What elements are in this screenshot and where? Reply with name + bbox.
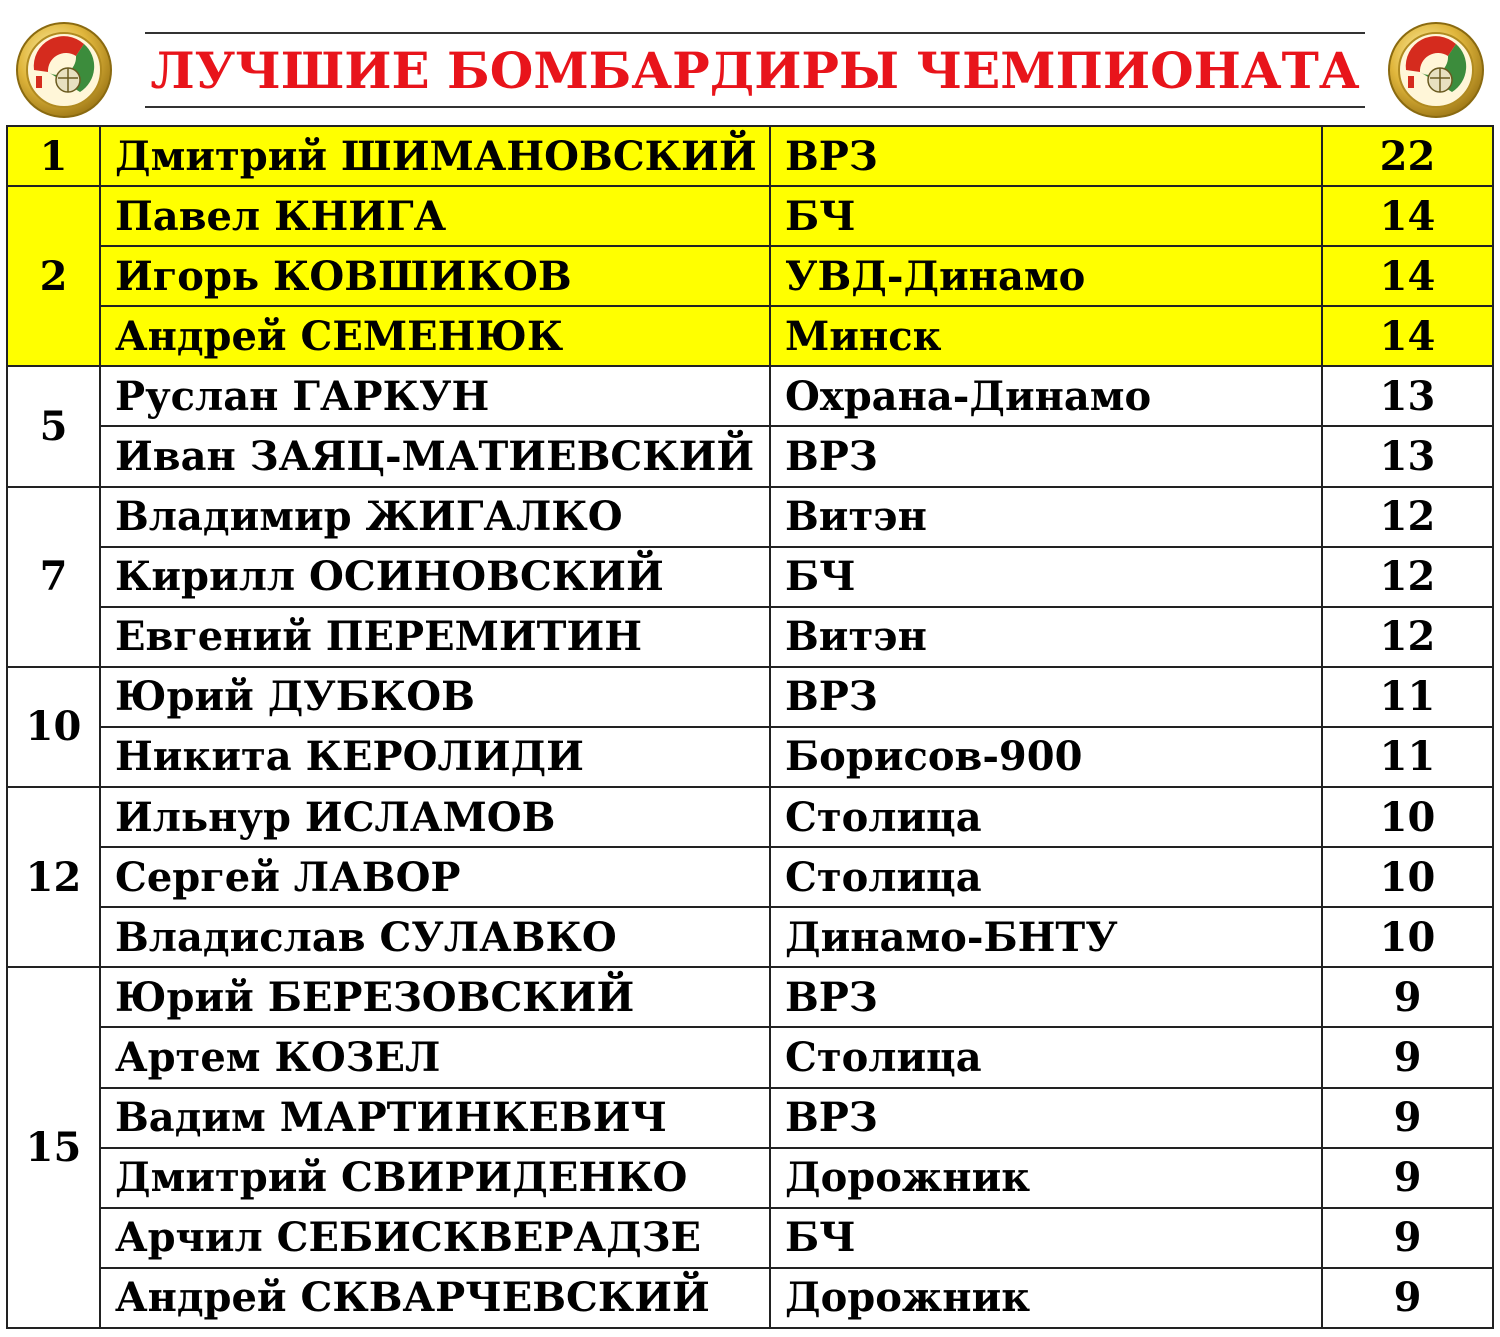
player-name-cell: Юрий БЕРЕЗОВСКИЙ	[100, 967, 770, 1027]
goals-cell: 13	[1322, 426, 1493, 486]
goals-cell: 9	[1322, 1268, 1493, 1328]
player-name-cell: Сергей ЛАВОР	[100, 847, 770, 907]
team-cell: Витэн	[770, 607, 1322, 667]
team-cell: Дорожник	[770, 1268, 1322, 1328]
player-name-cell: Никита КЕРОЛИДИ	[100, 727, 770, 787]
rank-cell: 10	[7, 667, 100, 787]
table-row	[7, 547, 1493, 607]
table-row	[7, 186, 1493, 246]
player-name-cell: Руслан ГАРКУН	[100, 366, 770, 426]
team-cell: Динамо-БНТУ	[770, 907, 1322, 967]
table-row	[7, 847, 1493, 907]
goals-cell: 14	[1322, 246, 1493, 306]
table-row	[7, 1208, 1493, 1268]
table-row	[7, 907, 1493, 967]
team-cell: ВРЗ	[770, 426, 1322, 486]
player-name-cell: Вадим МАРТИНКЕВИЧ	[100, 1088, 770, 1148]
player-name-cell: Дмитрий СВИРИДЕНКО	[100, 1148, 770, 1208]
goals-cell: 9	[1322, 1088, 1493, 1148]
emblem-icon	[1386, 20, 1486, 120]
player-name-cell: Дмитрий ШИМАНОВСКИЙ	[100, 126, 770, 186]
team-cell: Минск	[770, 306, 1322, 366]
team-cell: БЧ	[770, 1208, 1322, 1268]
rank-cell: 7	[7, 487, 100, 667]
table-row	[7, 1148, 1493, 1208]
table-row	[7, 727, 1493, 787]
player-name-cell: Юрий ДУБКОВ	[100, 667, 770, 727]
title-rule-bottom	[145, 106, 1365, 108]
table-row	[7, 787, 1493, 847]
goals-cell: 9	[1322, 1148, 1493, 1208]
goals-cell: 10	[1322, 787, 1493, 847]
table-row	[7, 126, 1493, 186]
goals-cell: 12	[1322, 547, 1493, 607]
team-cell: Столица	[770, 847, 1322, 907]
team-cell: УВД-Динамо	[770, 246, 1322, 306]
table-row	[7, 667, 1493, 727]
goals-cell: 22	[1322, 126, 1493, 186]
table-row	[7, 366, 1493, 426]
goals-cell: 11	[1322, 667, 1493, 727]
player-name-cell: Ильнур ИСЛАМОВ	[100, 787, 770, 847]
table-row	[7, 246, 1493, 306]
rank-cell: 2	[7, 186, 100, 366]
table-row	[7, 1088, 1493, 1148]
goals-cell: 11	[1322, 727, 1493, 787]
team-cell: ВРЗ	[770, 126, 1322, 186]
table-row	[7, 607, 1493, 667]
goals-cell: 12	[1322, 607, 1493, 667]
scorers-table	[6, 125, 1494, 1329]
team-cell: БЧ	[770, 186, 1322, 246]
player-name-cell: Арчил СЕБИСКВЕРАДЗЕ	[100, 1208, 770, 1268]
player-name-cell: Андрей СЕМЕНЮК	[100, 306, 770, 366]
team-cell: БЧ	[770, 547, 1322, 607]
player-name-cell: Игорь КОВШИКОВ	[100, 246, 770, 306]
team-cell: Витэн	[770, 487, 1322, 547]
goals-cell: 13	[1322, 366, 1493, 426]
rank-cell: 15	[7, 967, 100, 1328]
goals-cell: 9	[1322, 1027, 1493, 1087]
player-name-cell: Кирилл ОСИНОВСКИЙ	[100, 547, 770, 607]
page-title: ЛУЧШИЕ БОМБАРДИРЫ ЧЕМПИОНАТА	[150, 41, 1360, 100]
goals-cell: 10	[1322, 907, 1493, 967]
goals-cell: 12	[1322, 487, 1493, 547]
goals-cell: 10	[1322, 847, 1493, 907]
goals-cell: 14	[1322, 306, 1493, 366]
rank-cell: 5	[7, 366, 100, 486]
team-cell: ВРЗ	[770, 967, 1322, 1027]
table-row	[7, 487, 1493, 547]
emblem-icon	[14, 20, 114, 120]
player-name-cell: Владислав СУЛАВКО	[100, 907, 770, 967]
player-name-cell: Артем КОЗЕЛ	[100, 1027, 770, 1087]
goals-cell: 14	[1322, 186, 1493, 246]
table-row	[7, 1268, 1493, 1328]
rank-cell: 1	[7, 126, 100, 186]
team-cell: Дорожник	[770, 1148, 1322, 1208]
goals-cell: 9	[1322, 1208, 1493, 1268]
player-name-cell: Павел КНИГА	[100, 186, 770, 246]
player-name-cell: Иван ЗАЯЦ-МАТИЕВСКИЙ	[100, 426, 770, 486]
title-rule-top	[145, 32, 1365, 34]
team-cell: Охрана-Динамо	[770, 366, 1322, 426]
team-cell: Столица	[770, 787, 1322, 847]
player-name-cell: Владимир ЖИГАЛКО	[100, 487, 770, 547]
table-row	[7, 1027, 1493, 1087]
team-cell: ВРЗ	[770, 1088, 1322, 1148]
table-row	[7, 426, 1493, 486]
rank-cell: 12	[7, 787, 100, 967]
player-name-cell: Евгений ПЕРЕМИТИН	[100, 607, 770, 667]
page-header	[0, 0, 1500, 122]
team-cell: Борисов-900	[770, 727, 1322, 787]
scorers-body	[7, 126, 1493, 1328]
player-name-cell: Андрей СКВАРЧЕВСКИЙ	[100, 1268, 770, 1328]
goals-cell: 9	[1322, 967, 1493, 1027]
table-row	[7, 967, 1493, 1027]
team-cell: ВРЗ	[770, 667, 1322, 727]
team-cell: Столица	[770, 1027, 1322, 1087]
table-row	[7, 306, 1493, 366]
